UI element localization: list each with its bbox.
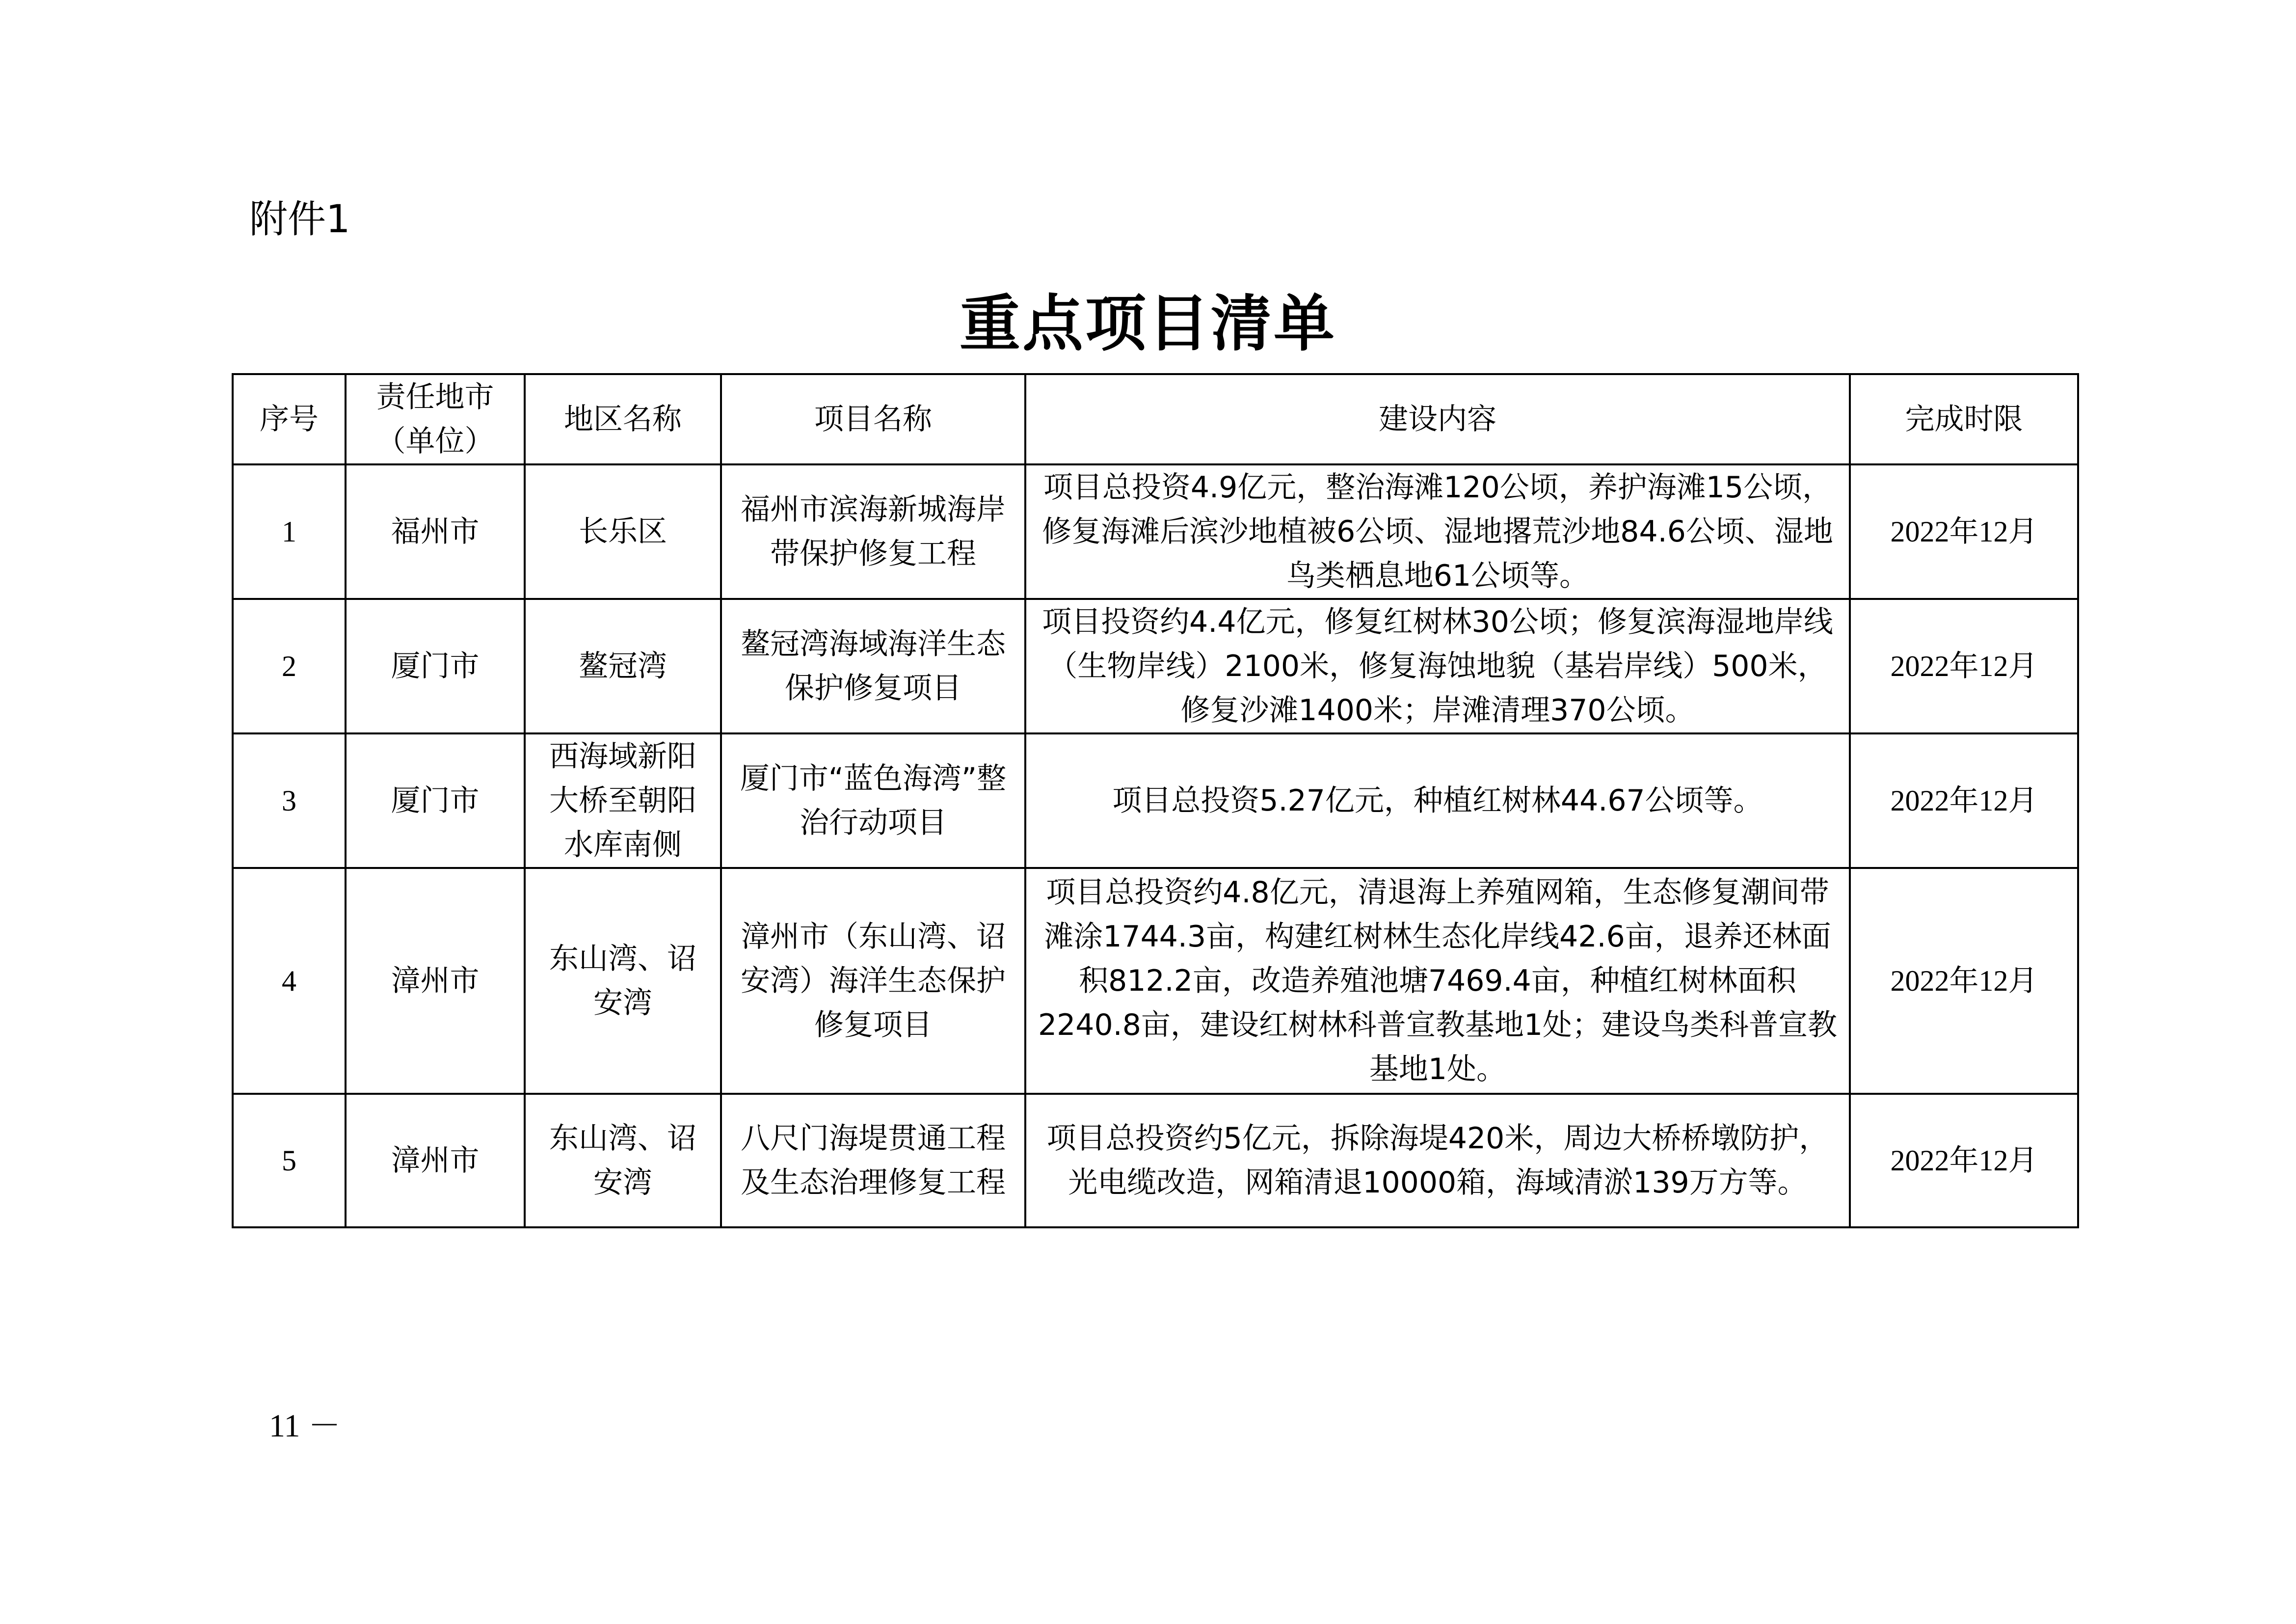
- row-area: 东山湾、诏安湾: [525, 868, 721, 1094]
- row-seq: 1: [233, 464, 346, 599]
- table-row: [233, 464, 2078, 599]
- row-project: 鳌冠湾海域海洋生态保护修复项目: [721, 599, 1025, 733]
- row-deadline: 2022年12月: [1850, 599, 2078, 733]
- row-project: 漳州市（东山湾、诏安湾）海洋生态保护修复项目: [721, 868, 1025, 1094]
- row-content: 项目总投资约4.8亿元，清退海上养殖网箱，生态修复潮间带滩涂1744.3亩，构建红树林生态化岸线42.6亩，退养还林面积812.2亩，改造养殖池塘7469.4亩，种植红树林面积2240.8亩，建设红树林科普宣教基地1处；建设鸟类科普宣教基地1处。: [1025, 868, 1850, 1094]
- row-content: 项目投资约4.4亿元，修复红树林30公顷；修复滨海湿地岸线（生物岸线）2100米，修复海蚀地貌（基岩岸线）500米，修复沙滩1400米；岸滩清理370公顷。: [1025, 599, 1850, 733]
- row-area: 西海域新阳大桥至朝阳水库南侧: [525, 733, 721, 868]
- table-row: [233, 599, 2078, 733]
- header-city-line2: （单位）: [376, 424, 494, 459]
- row-content: 项目总投资5.27亿元，种植红树林44.67公顷等。: [1025, 733, 1850, 868]
- header-city: [346, 374, 525, 464]
- row-project: 福州市滨海新城海岸带保护修复工程: [721, 464, 1025, 599]
- row-deadline: 2022年12月: [1850, 1094, 2078, 1227]
- table-row: [233, 733, 2078, 868]
- header-project: 项目名称: [721, 374, 1025, 464]
- table-header-row: [233, 374, 2078, 464]
- row-project: 厦门市“蓝色海湾”整治行动项目: [721, 733, 1025, 868]
- attachment-label: 附件1: [249, 197, 350, 242]
- row-seq: 5: [233, 1094, 346, 1227]
- header-area: 地区名称: [525, 374, 721, 464]
- row-city: 福州市: [346, 464, 525, 599]
- row-project: 八尺门海堤贯通工程及生态治理修复工程: [721, 1094, 1025, 1227]
- row-content: 项目总投资4.9亿元，整治海滩120公顷，养护海滩15公顷，修复海滩后滨沙地植被6公顷、湿地撂荒沙地84.6公顷、湿地鸟类栖息地61公顷等。: [1025, 464, 1850, 599]
- row-seq: 3: [233, 733, 346, 868]
- row-city: 漳州市: [346, 1094, 525, 1227]
- row-area: 东山湾、诏安湾: [525, 1094, 721, 1227]
- header-seq: 序号: [233, 374, 346, 464]
- row-area: 长乐区: [525, 464, 721, 599]
- page-title: 重点项目清单: [959, 288, 1336, 359]
- row-city: 厦门市: [346, 733, 525, 868]
- row-seq: 4: [233, 868, 346, 1094]
- row-content: 项目总投资约5亿元，拆除海堤420米，周边大桥桥墩防护，光电缆改造，网箱清退10000箱，海域清淤139万方等。: [1025, 1094, 1850, 1227]
- project-table: [232, 373, 2079, 1228]
- row-city: 漳州市: [346, 868, 525, 1094]
- header-city-line1: 责任地市: [376, 380, 494, 414]
- row-city: 厦门市: [346, 599, 525, 733]
- row-area: 鳌冠湾: [525, 599, 721, 733]
- row-deadline: 2022年12月: [1850, 868, 2078, 1094]
- header-content: 建设内容: [1025, 374, 1850, 464]
- row-deadline: 2022年12月: [1850, 464, 2078, 599]
- row-deadline: 2022年12月: [1850, 733, 2078, 868]
- page-number: 11 －: [269, 1408, 341, 1444]
- row-seq: 2: [233, 599, 346, 733]
- table-row: [233, 1094, 2078, 1227]
- header-deadline: 完成时限: [1850, 374, 2078, 464]
- table-row: [233, 868, 2078, 1094]
